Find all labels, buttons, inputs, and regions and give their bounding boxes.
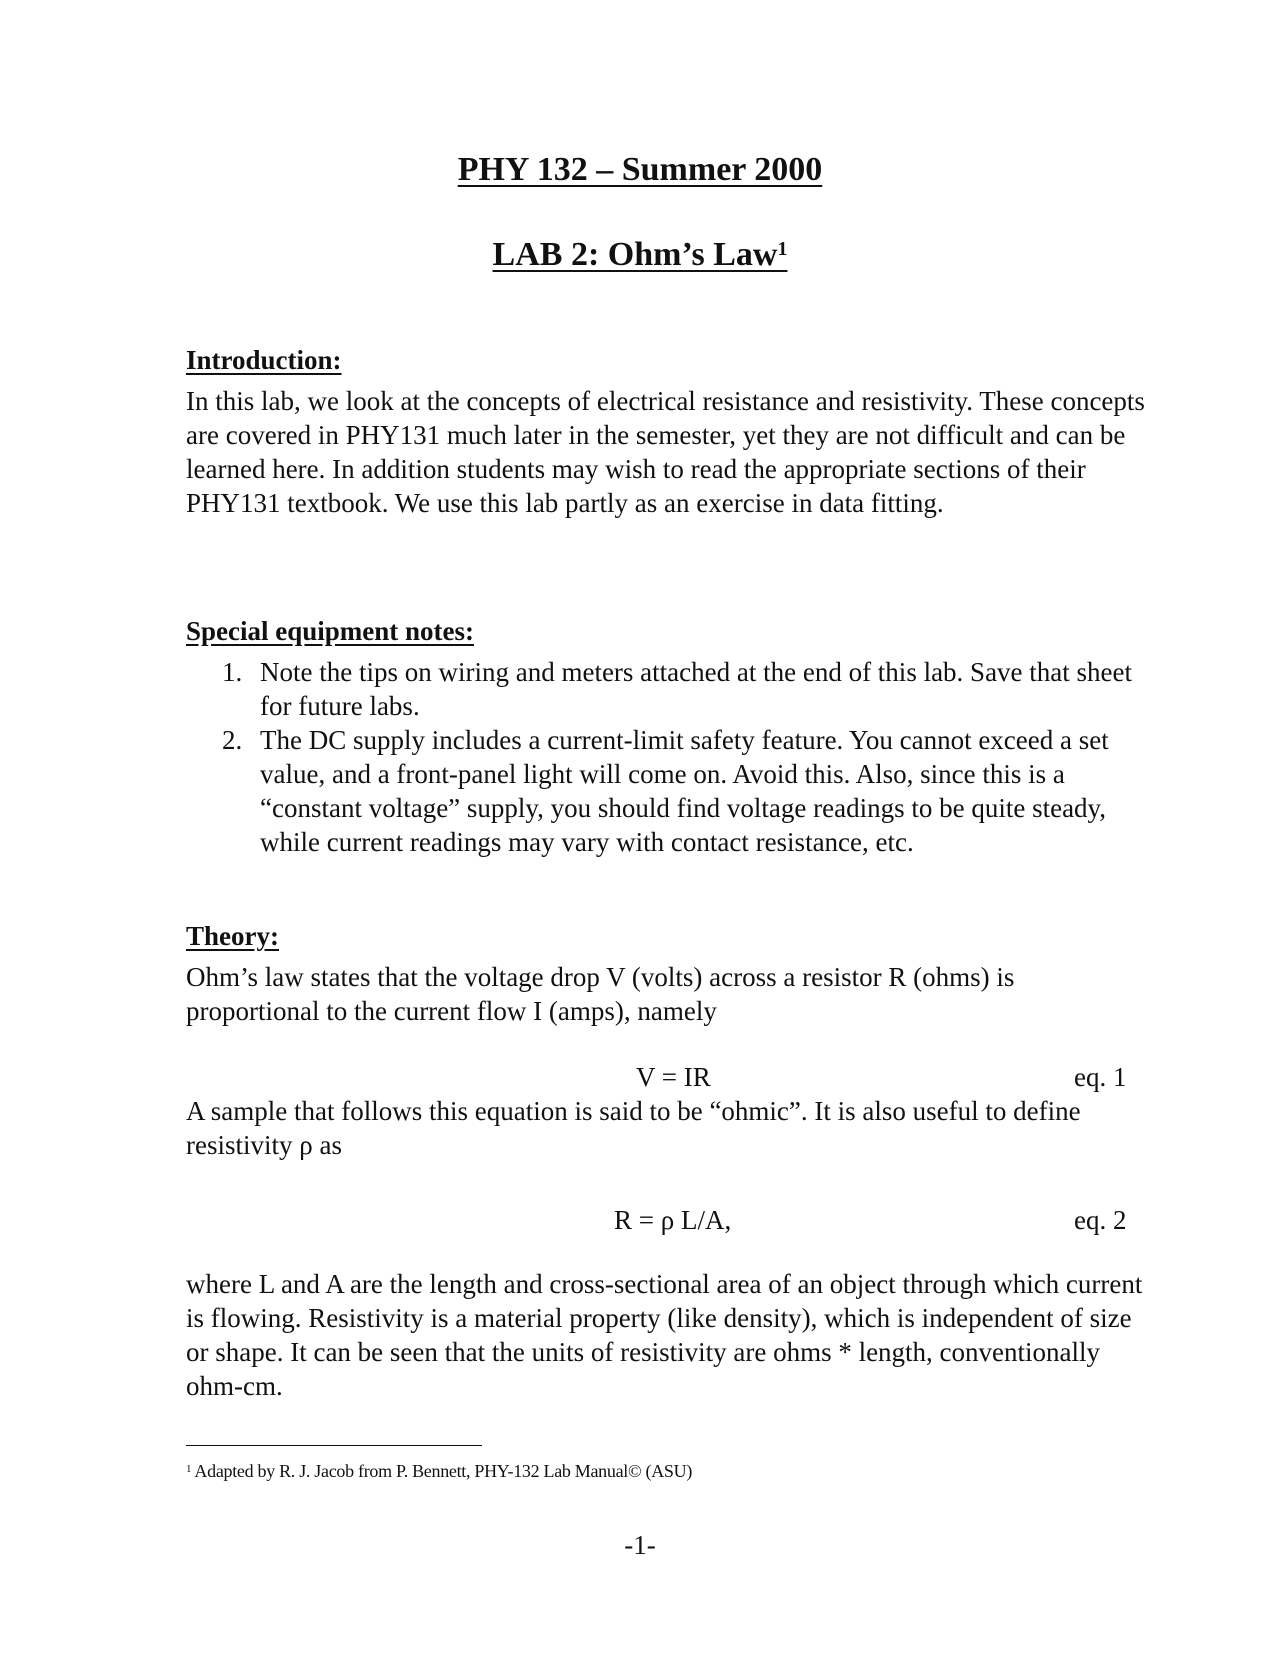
course-title xyxy=(0,150,1280,190)
course-title-text: PHY 132 – Summer 2000 xyxy=(457,151,823,188)
equipment-list xyxy=(186,655,1146,859)
footnote-text: Adapted by R. J. Jacob from P. Bennett, PHY-132 Lab Manual© (ASU) xyxy=(194,1461,693,1481)
footnote-marker: 1 xyxy=(186,1463,192,1475)
list-item-text: Note the tips on wiring and meters attached at the end of this lab. Save that sheet for future labs. xyxy=(260,657,1133,721)
after-equation-2-paragraph xyxy=(186,1267,1146,1403)
lab-title-text xyxy=(493,236,788,273)
list-item xyxy=(186,655,1146,723)
equation-2: R = ρ L/A, xyxy=(614,1205,732,1235)
footnote-divider xyxy=(186,1445,482,1446)
after-equation-1-text: A sample that follows this equation is said to be “ohmic”. It is also useful to define resistivity ρ as xyxy=(186,1096,1081,1160)
equation-2-label: eq. 2 xyxy=(1074,1205,1127,1235)
footnote xyxy=(186,1460,692,1482)
introduction-text: In this lab, we look at the concepts of electrical resistance and resistivity. These concepts are covered in PHY131 much later in the semester, yet they are not difficult and can be learned here. In addition students may wish to read the appropriate sections of their PHY131 textbook. We use this lab partly as an exercise in data fitting. xyxy=(186,386,1145,518)
introduction-paragraph xyxy=(186,384,1146,520)
lab-title-footnote-marker: 1 xyxy=(777,238,788,260)
list-item-number: 2. xyxy=(222,725,243,755)
list-item xyxy=(186,723,1146,859)
lab-title-label: LAB 2: Ohm’s Law xyxy=(492,236,778,273)
introduction-heading: Introduction: xyxy=(186,345,342,375)
theory-paragraph xyxy=(186,960,1146,1028)
theory-intro-text: Ohm’s law states that the voltage drop V (volts) across a resistor R (ohms) is proportional to the current flow I (amps), namely xyxy=(186,962,1015,1026)
equipment-heading: Special equipment notes: xyxy=(186,616,475,646)
list-item-text: The DC supply includes a current-limit safety feature. You cannot exceed a set value, and a front-panel light will come on. Avoid this. Also, since this is a “constant voltage” supply, you should find voltage readings to be quite steady, while current readings may vary with contact resistance, etc. xyxy=(260,725,1109,857)
after-equation-1-paragraph xyxy=(186,1094,1146,1162)
theory-heading: Theory: xyxy=(186,921,279,951)
list-item-number: 1. xyxy=(222,657,243,687)
after-equation-2-text: where L and A are the length and cross-sectional area of an object through which current is flowing. Resistivity is a material property (like density), which is independent of size or shape. It can be seen that the units of resistivity are ohms * length, conventionally ohm-cm. xyxy=(186,1269,1143,1401)
lab-title xyxy=(0,235,1280,275)
equation-1-label: eq. 1 xyxy=(1074,1062,1127,1092)
equation-1: V = IR xyxy=(636,1062,711,1092)
page-number: -1- xyxy=(624,1530,656,1560)
